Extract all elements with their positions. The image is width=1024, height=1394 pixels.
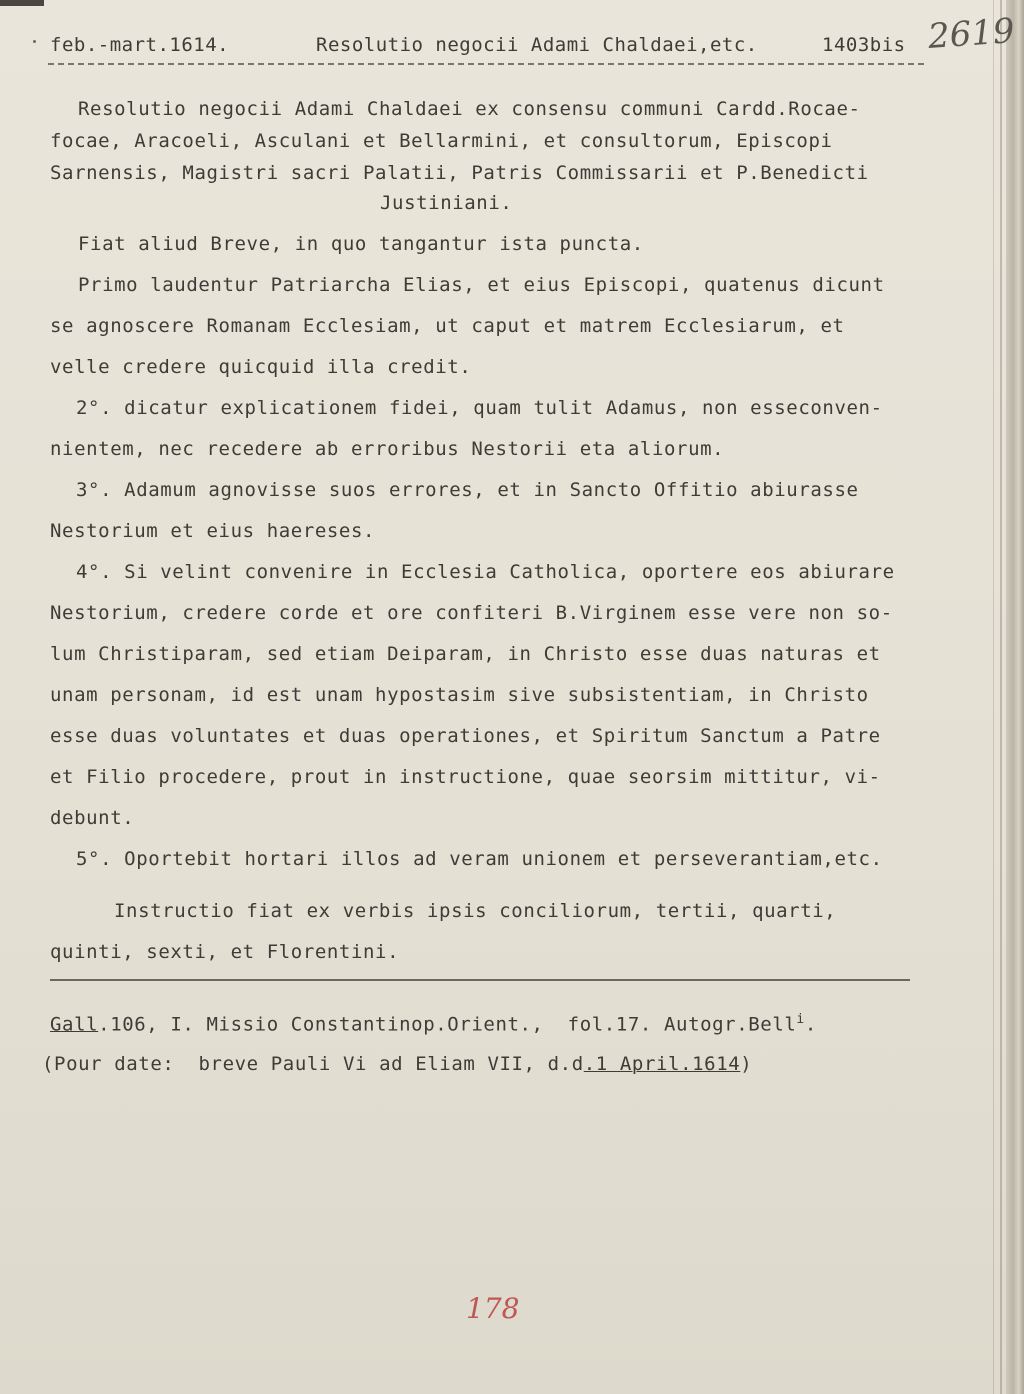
handwritten-reference: 2619 xyxy=(926,11,1016,57)
margin-dot xyxy=(33,40,36,43)
date-prefix: (Pour date: breve Pauli Vi ad Eliam VII, d.d xyxy=(42,1053,584,1075)
header-date: feb.-mart.1614. xyxy=(50,34,230,56)
source-rest: .106, I. Missio Constantinop.Orient., fol.17. Autogr.Bell xyxy=(98,1013,797,1036)
point2-line-2: nientem, nec recedere ab erroribus Nestorii eta aliorum. xyxy=(50,438,725,460)
point3-line-2: Nestorium et eius haereses. xyxy=(50,520,376,542)
point4-line-4: unam personam, id est unam hypostasim sive subsistentiam, in Christo xyxy=(50,684,869,706)
folio-number: 178 xyxy=(466,1292,520,1325)
point4-line-1: 4°. Si velint convenire in Ecclesia Catholica, oportere eos abiurare xyxy=(76,561,895,583)
instructio-line-2: quinti, sexti, et Florentini. xyxy=(50,941,400,963)
header-title: Resolutio negocii Adami Chaldaei,etc. xyxy=(316,34,758,56)
binding-edge xyxy=(1000,0,1002,1394)
point2-line-1: 2°. dicatur explicationem fidei, quam tulit Adamus, non esseconven- xyxy=(76,397,883,419)
point5-line: 5°. Oportebit hortari illos ad veram unionem et perseverantiam,etc. xyxy=(76,848,883,870)
source-prefix: Gall xyxy=(50,1013,99,1036)
header-number: 1403bis xyxy=(822,34,906,56)
date-note xyxy=(42,1053,752,1075)
binding-edge-inner xyxy=(993,0,994,1394)
point4-line-5: esse duas voluntates et duas operationes, et Spiritum Sanctum a Patre xyxy=(50,725,881,747)
date-end: ) xyxy=(740,1053,753,1075)
point4-line-3: lum Christiparam, sed etiam Deiparam, in Christo esse duas naturas et xyxy=(50,643,881,665)
intro-line-1: Resolutio negocii Adami Chaldaei ex consensu communi Cardd.Rocae- xyxy=(78,98,861,120)
source-end: . xyxy=(804,1013,817,1036)
paragraph-fiat: Fiat aliud Breve, in quo tangantur ista puncta. xyxy=(78,233,644,255)
date-underlined: .1 April.1614 xyxy=(583,1053,741,1075)
point1-line-2: se agnoscere Romanam Ecclesiam, ut caput et matrem Ecclesiarum, et xyxy=(50,315,845,337)
binding-spine xyxy=(1006,0,1024,1394)
scan-corner-mark xyxy=(0,0,44,6)
point4-line-7: debunt. xyxy=(50,807,135,829)
point1-line-3: velle credere quicquid illa credit. xyxy=(50,356,472,378)
intro-line-3: Sarnensis, Magistri sacri Palatii, Patris Commissarii et P.Benedicti xyxy=(50,162,869,184)
intro-line-4: Justiniani. xyxy=(380,192,513,214)
point1-line-1: Primo laudentur Patriarcha Elias, et eius Episcopi, quatenus dicunt xyxy=(78,274,885,296)
source-superscript: i xyxy=(796,1012,805,1027)
header-rule xyxy=(48,63,924,65)
point4-line-2: Nestorium, credere corde et ore confiteri B.Virginem esse vere non so- xyxy=(50,602,893,624)
point3-line-1: 3°. Adamum agnovisse suos errores, et in Sancto Offitio abiurasse xyxy=(76,479,859,501)
intro-line-2: focae, Aracoeli, Asculani et Bellarmini, et consultorum, Episcopi xyxy=(50,130,833,152)
instructio-line-1: Instructio fiat ex verbis ipsis conciliorum, tertii, quarti, xyxy=(114,900,837,922)
footer-rule xyxy=(50,979,910,981)
point4-line-6: et Filio procedere, prout in instructione, quae seorsim mittitur, vi- xyxy=(50,766,881,788)
source-citation xyxy=(50,1012,817,1035)
